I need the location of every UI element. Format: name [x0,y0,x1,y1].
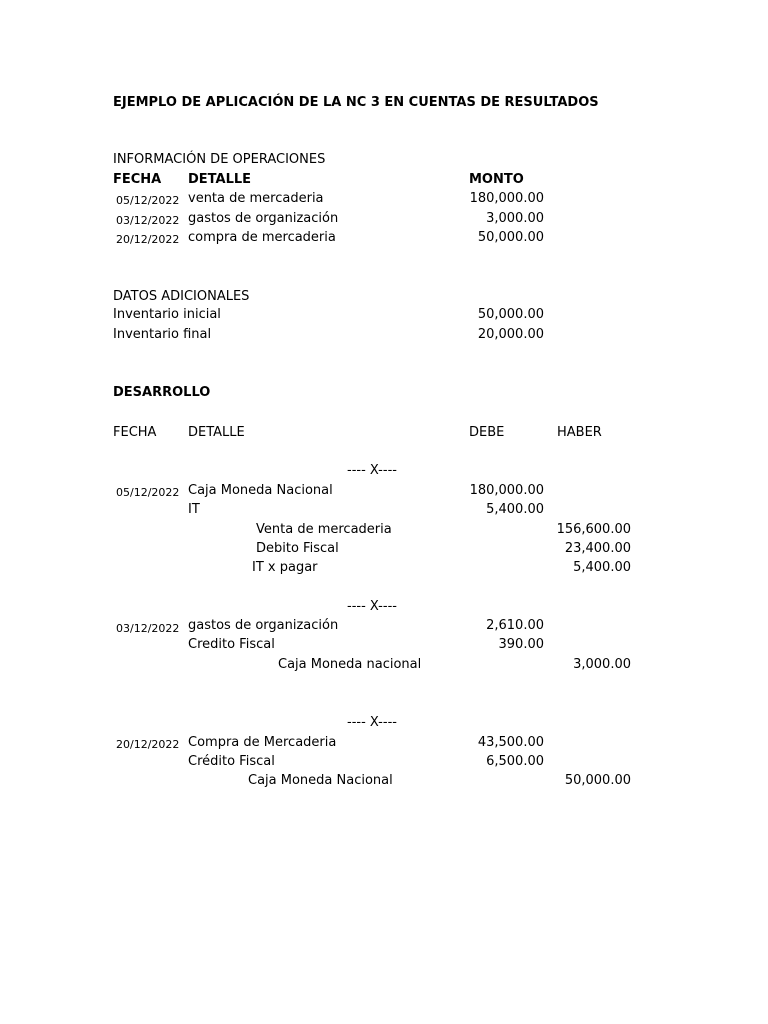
entry-debe: 43,500.00 [477,735,544,750]
entry-cuenta: Caja Moneda Nacional [188,483,333,498]
entry-fecha: 20/12/2022 [116,738,180,751]
adicionales-heading: DATOS ADICIONALES [113,289,250,304]
entry-haber: 3,000.00 [573,657,631,672]
entry-cuenta: Debito Fiscal [256,541,339,556]
entry-haber: 156,600.00 [556,522,631,537]
entry-separator: ---- X---- [347,463,397,478]
entry-separator: ---- X---- [347,715,397,730]
entry-cuenta: Compra de Mercaderia [188,735,337,750]
entry-cuenta: Crédito Fiscal [188,754,275,769]
adicional-monto: 20,000.00 [477,327,544,342]
op-row-monto: 50,000.00 [477,230,544,245]
entry-cuenta: Caja Moneda Nacional [248,773,393,788]
entry-haber: 23,400.00 [564,541,631,556]
col-detalle-header: DETALLE [188,172,252,187]
col-debe-header: DEBE [469,425,505,440]
op-row-monto: 180,000.00 [469,191,544,206]
col-monto-header: MONTO [469,172,524,187]
entry-cuenta: IT [188,502,200,517]
desarrollo-heading: DESARROLLO [113,385,211,400]
entry-debe: 6,500.00 [486,754,544,769]
operaciones-heading: INFORMACIÓN DE OPERACIONES [113,152,326,167]
entry-debe: 390.00 [498,637,544,652]
op-row-detalle: gastos de organización [188,211,339,226]
adicional-label: Inventario inicial [113,307,221,322]
entry-debe: 180,000.00 [469,483,544,498]
entry-debe: 2,610.00 [486,618,544,633]
entry-fecha: 05/12/2022 [116,486,180,499]
op-row-detalle: compra de mercaderia [188,230,336,245]
page-title: EJEMPLO DE APLICACIÓN DE LA NC 3 EN CUENTAS DE RESULTADOS [113,95,599,110]
op-row-monto: 3,000.00 [486,211,544,226]
entry-cuenta: Credito Fiscal [188,637,275,652]
op-row-fecha: 03/12/2022 [116,214,180,227]
entry-cuenta: Venta de mercaderia [256,522,392,537]
entry-separator: ---- X---- [347,599,397,614]
entry-cuenta: gastos de organización [188,618,339,633]
entry-haber: 50,000.00 [564,773,631,788]
col-fecha-header: FECHA [113,425,157,440]
col-detalle-header: DETALLE [188,425,245,440]
adicional-label: Inventario final [113,327,212,342]
col-haber-header: HABER [557,425,602,440]
col-fecha-header: FECHA [113,172,162,187]
op-row-fecha: 05/12/2022 [116,194,180,207]
entry-fecha: 03/12/2022 [116,622,180,635]
entry-haber: 5,400.00 [573,560,631,575]
op-row-detalle: venta de mercaderia [188,191,324,206]
adicional-monto: 50,000.00 [477,307,544,322]
op-row-fecha: 20/12/2022 [116,233,180,246]
entry-cuenta: IT x pagar [252,560,318,575]
entry-debe: 5,400.00 [486,502,544,517]
entry-cuenta: Caja Moneda nacional [278,657,422,672]
